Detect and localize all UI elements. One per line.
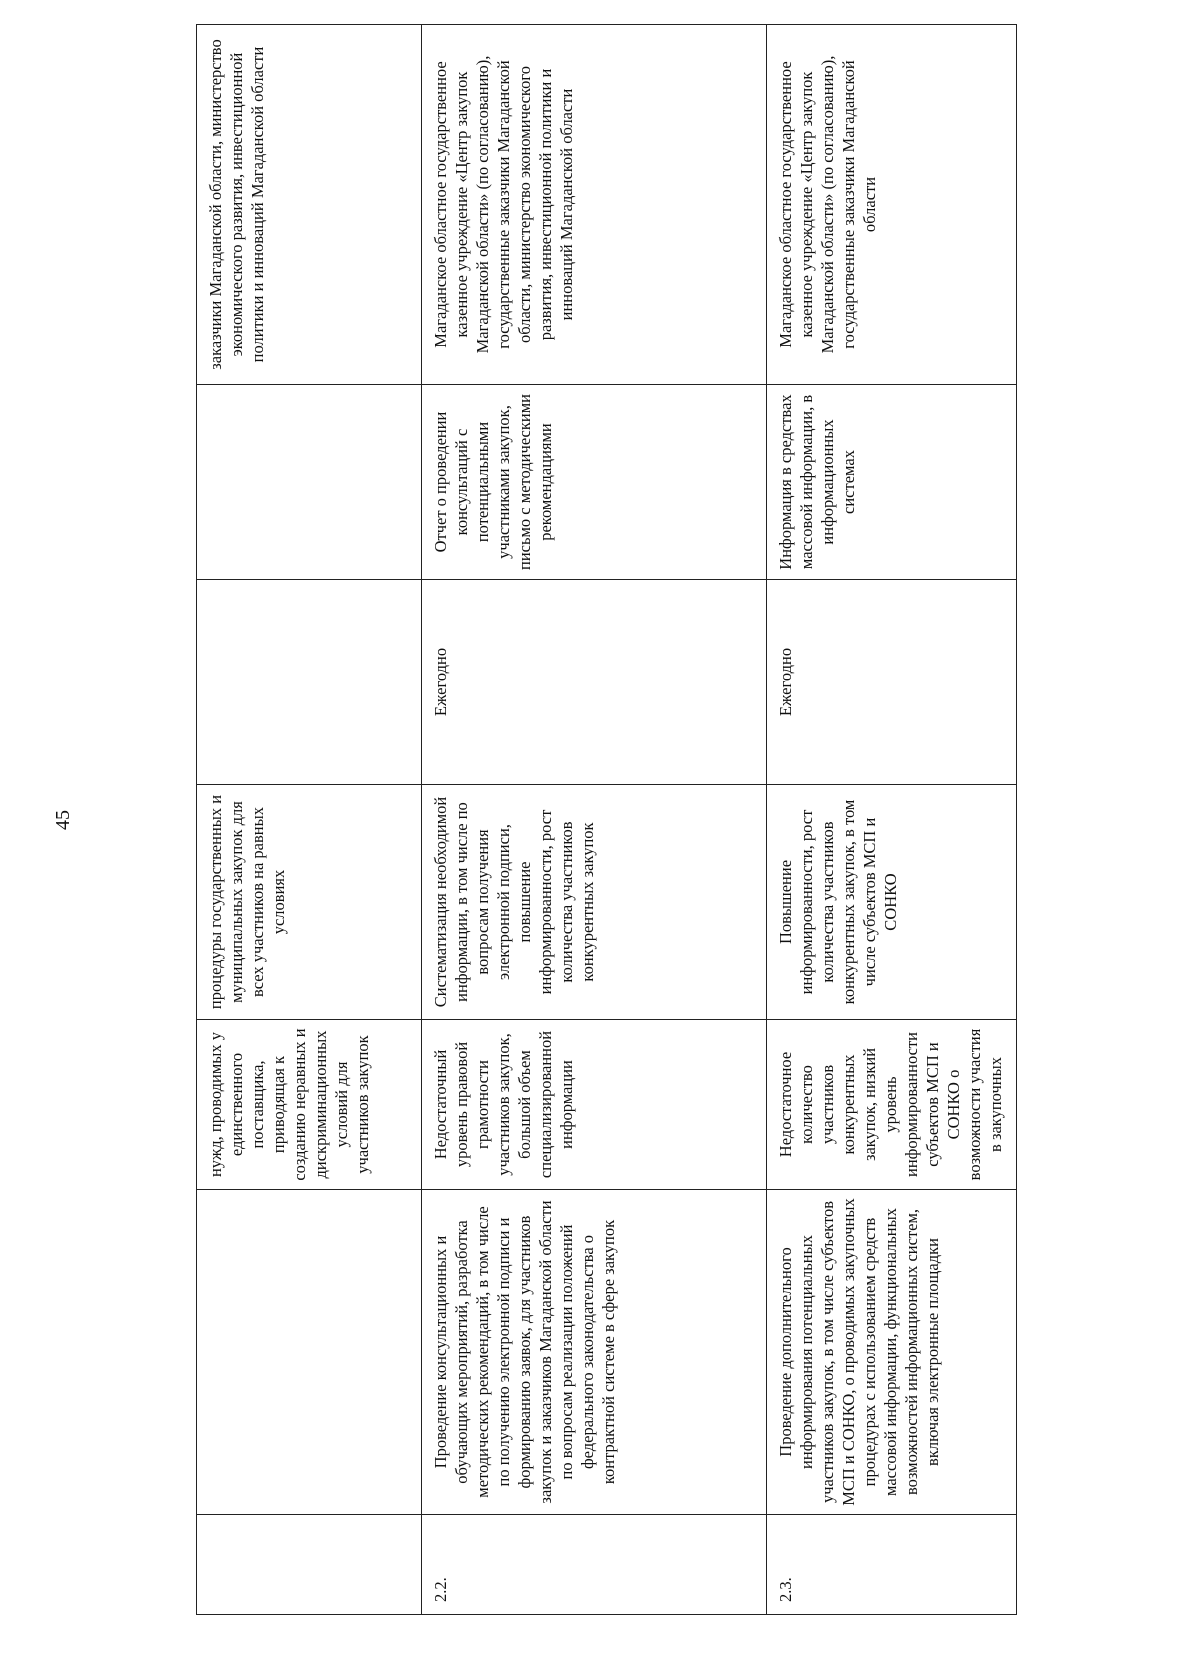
goal-cell: процедуры государственных и муниципальных закупок для всех участников на равных условиях [197,785,422,1020]
row-number: 2.2. [422,1515,767,1615]
result-cell: Информация в средствах массовой информации, в информационных системах [767,385,1017,580]
table-row [422,25,767,1615]
executor-cell: Магаданское областное государственное казенное учреждение «Центр закупок Магаданской области» (по согласованию), государственные заказчики Магаданской области, министерство экономического развития, инвестиционной политики и инноваций Магаданской области [422,25,767,385]
row-number: 2.3. [767,1515,1017,1615]
goal-cell: Повышение информированности, рост количества участников конкурентных закупок, в том числе субъектов МСП и СОНКО [767,785,1017,1020]
measures-table [196,24,1017,1615]
problem-cell: нужд, проводимых у единственного поставщика, приводящая к созданию неравных и дискриминационных условий для участников закупок [197,1020,422,1190]
row-number [197,1515,422,1615]
rotated-table-container [196,25,1016,1615]
table-row [197,25,422,1615]
deadline-cell [197,580,422,785]
result-cell: Отчет о проведении консультаций с потенциальными участниками закупок, письмо с методическими рекомендациями [422,385,767,580]
event-cell: Проведение дополнительного информирования потенциальных участников закупок, в том числе субъектов МСП и СОНКО, о проводимых закупочных процедурах с использованием средств массовой информации, функциональных возможностей информационных систем, включая электронные площадки [767,1190,1017,1515]
goal-cell: Систематизация необходимой информации, в том числе по вопросам получения электронной подписи, повышение информированности, рост количества участников конкурентных закупок [422,785,767,1020]
problem-cell: Недостаточное количество участников конкурентных закупок, низкий уровень информированности субъектов МСП и СОНКО о возможности участия в закупочных [767,1020,1017,1190]
executor-cell: Магаданское областное государственное казенное учреждение «Центр закупок Магаданской области» (по согласованию), государственные заказчики Магаданской области [767,25,1017,385]
result-cell [197,385,422,580]
deadline-cell: Ежегодно [422,580,767,785]
event-cell: Проведение консультационных и обучающих мероприятий, разработка методических рекомендаций, в том числе по получению электронной подписи и формированию заявок, для участников закупок и заказчиков Магаданской области по вопросам реализации положений федерального законодательства о контрактной системе в сфере закупок [422,1190,767,1515]
table-row [767,25,1017,1615]
page-number: 45 [52,810,74,830]
deadline-cell: Ежегодно [767,580,1017,785]
event-cell [197,1190,422,1515]
executor-cell: заказчики Магаданской области, министерство экономического развития, инвестиционной политики и инноваций Магаданской области [197,25,422,385]
problem-cell: Недостаточный уровень правовой грамотности участников закупок, большой объем специализированной информации [422,1020,767,1190]
